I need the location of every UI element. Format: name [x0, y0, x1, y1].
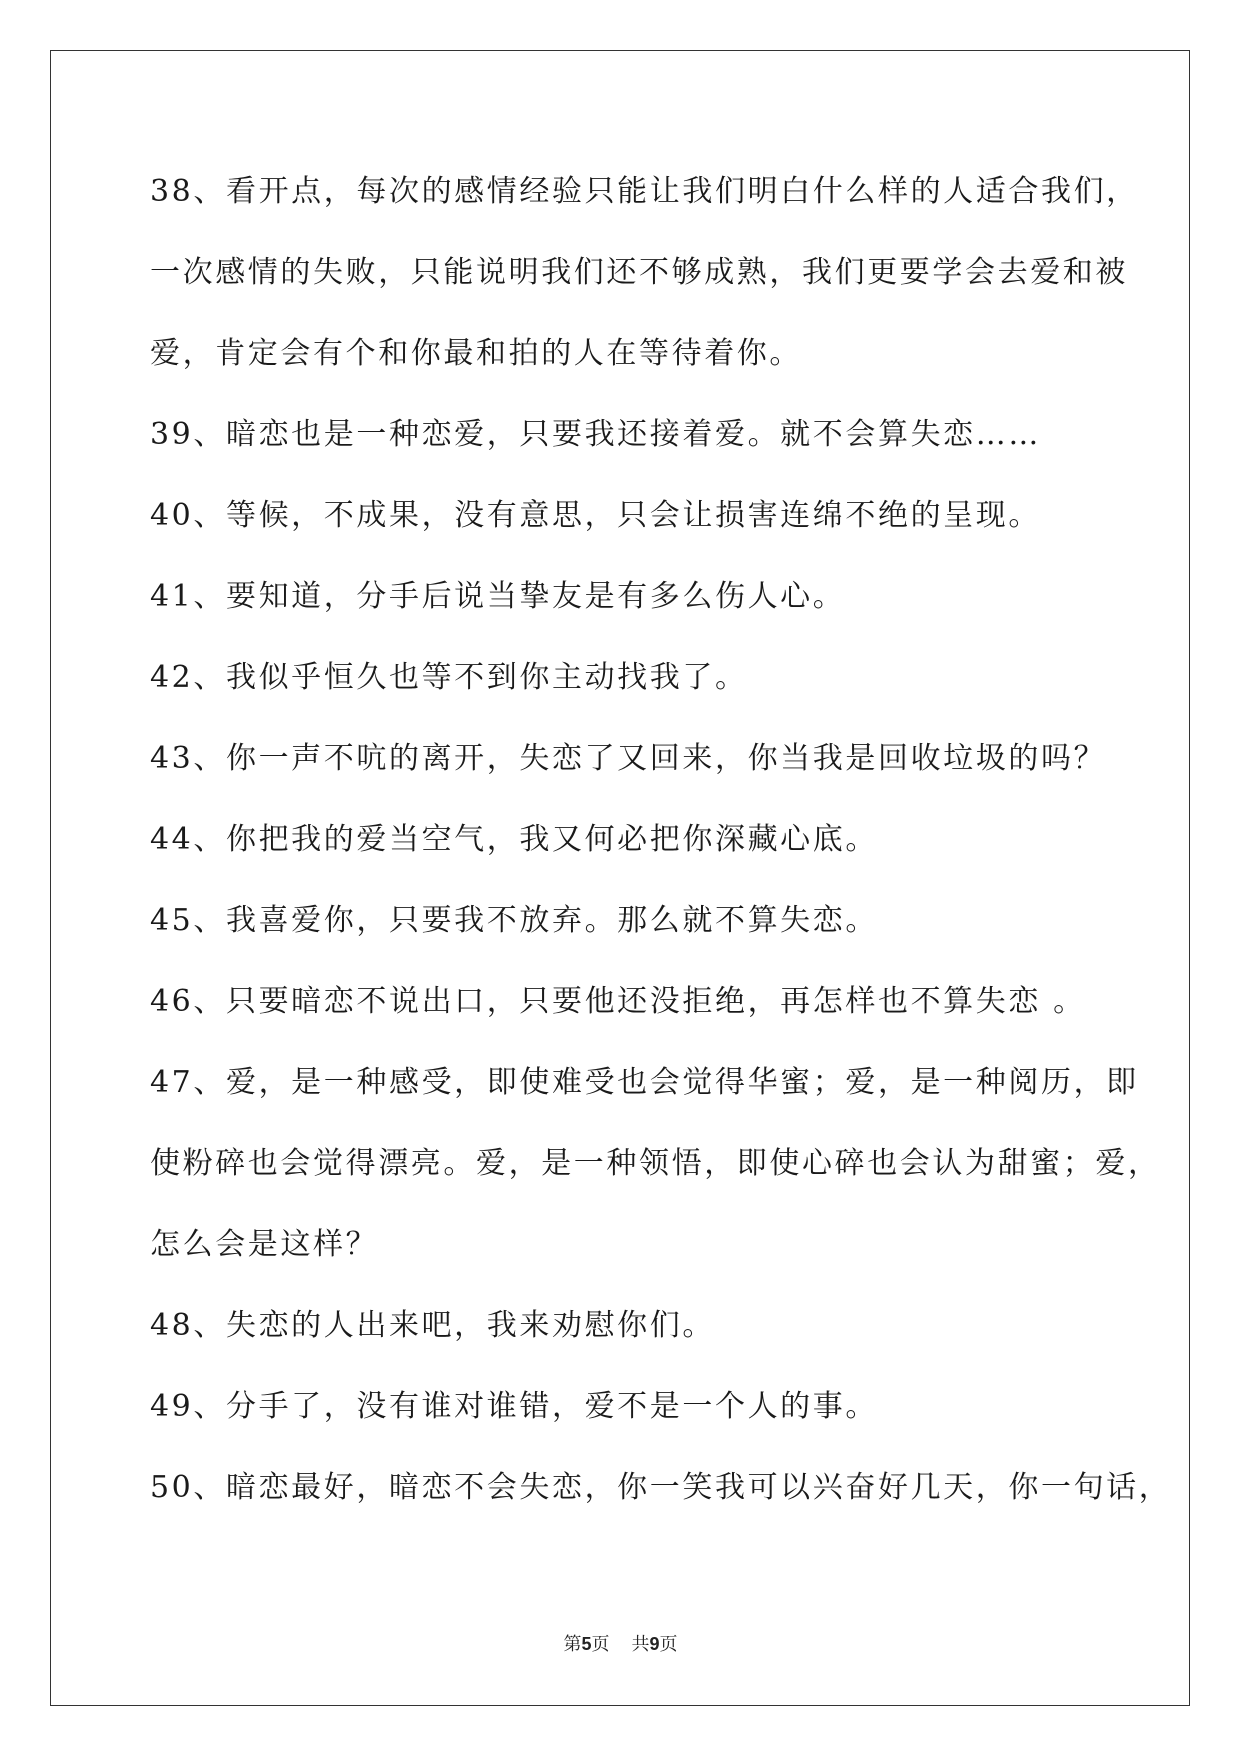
text-line: 45、我喜爱你，只要我不放弃。那么就不算失恋。	[150, 903, 878, 938]
text-line: 使粉碎也会觉得漂亮。爱，是一种领悟，即使心碎也会认为甜蜜；爱，	[150, 1146, 1161, 1181]
text-line: 50、暗恋最好，暗恋不会失恋，你一笑我可以兴奋好几天，你一句话，	[150, 1470, 1172, 1505]
page-suffix: 页	[591, 1634, 610, 1655]
text-line: 49、分手了，没有谁对谁错，爱不是一个人的事。	[150, 1389, 878, 1424]
text-line: 48、失恋的人出来吧，我来劝慰你们。	[150, 1308, 715, 1343]
page-current: 5	[581, 1634, 592, 1654]
text-line: 怎么会是这样？	[150, 1227, 379, 1262]
text-line: 一次感情的失败，只能说明我们还不够成熟，我们更要学会去爱和被	[150, 255, 1128, 290]
text-line: 42、我似乎恒久也等不到你主动找我了。	[150, 660, 748, 695]
page-prefix: 第	[563, 1634, 582, 1655]
text-line: 46、只要暗恋不说出口，只要他还没拒绝，再怎样也不算失恋 。	[150, 984, 1086, 1019]
total-prefix: 共	[631, 1634, 650, 1655]
text-line: 39、暗恋也是一种恋爱，只要我还接着爱。就不会算失恋……	[150, 417, 1041, 452]
document-body	[150, 165, 1172, 1542]
page-total: 9	[649, 1634, 660, 1654]
text-line: 41、要知道，分手后说当挚友是有多么伤人心。	[150, 579, 846, 614]
text-line: 43、你一声不吭的离开，失恋了又回来，你当我是回收垃圾的吗？	[150, 741, 1107, 776]
text-line: 38、看开点，每次的感情经验只能让我们明白什么样的人适合我们，	[150, 174, 1139, 209]
text-line: 44、你把我的爱当空气，我又何必把你深藏心底。	[150, 822, 878, 857]
text-line: 40、等候，不成果，没有意思，只会让损害连绵不绝的呈现。	[150, 498, 1041, 533]
page-footer	[0, 1630, 1241, 1656]
total-suffix: 页	[659, 1634, 678, 1655]
text-line: 爱，肯定会有个和你最和拍的人在等待着你。	[150, 336, 802, 371]
text-line: 47、爱，是一种感受，即使难受也会觉得华蜜；爱，是一种阅历，即	[150, 1065, 1139, 1100]
